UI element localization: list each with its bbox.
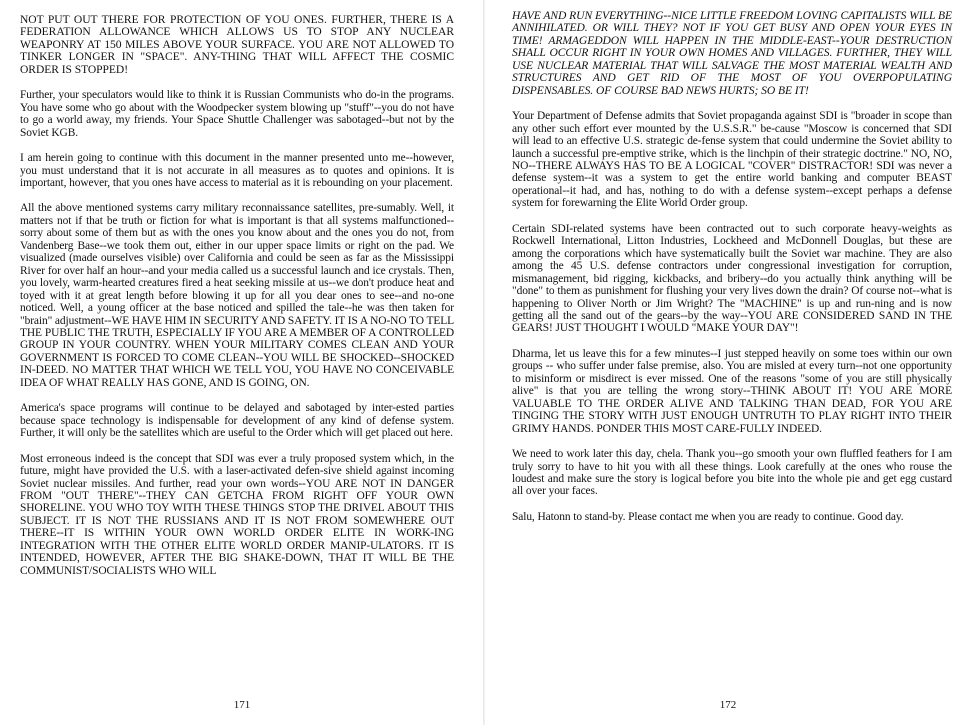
left-paragraph-1: NOT PUT OUT THERE FOR PROTECTION OF YOU ONES. FURTHER, THERE IS A FEDERATION ALLOWANCE WHICH ALLOWS US TO STOP ANY NUCLEAR WEAPONRY AT 150 MILES ABOVE YOUR SURFACE. YOU ARE NOT ALLOWED TO TINKER LONGER IN "SPACE". ANY-THING THAT WILL AFFECT THE COSMIC ORDER IS STOPPED! [20,14,454,76]
left-paragraph-2: Further, your speculators would like to think it is Russian Communists who do-in the programs. You have some who go about with the Woodpecker system blowing up "stuff"--you do not have to go a world away, my friends. Your Space Shuttle Challenger was sabotaged--but not by the Soviet KGB. [20,89,454,139]
right-paragraph-4: Dharma, let us leave this for a few minutes--I just stepped heavily on some toes within our own groups -- who suffer under false premise, also. You are misled at every turn--not one opportunity to misinform or misdirect is ever missed. One of the reasons "some of you are still physically alive" is that you are telling the wrong story--THINK ABOUT IT! YOU ARE MORE VALUABLE TO THE ORDER ALIVE AND TALKING THAN DEAD, FOR YOU ARE TINGING THE STORY WITH JUST ENOUGH UNTRUTH TO PLAY RIGHT INTO THEIR GRIMY HANDS. PONDER THIS MOST CARE-FULLY INDEED. [512,347,952,435]
right-paragraph-3: Certain SDI-related systems have been contracted out to such corporate heavy-weights as Rockwell International, Litton Industries, Lockheed and McDonnell Douglas, but these are among the corporations which have systematically built the Soviet war machine. They are also among the 45 U.S. defense contractors under congressional investigation for corruption, mismanagement, bid rigging, kickbacks, and bribery--do you actually think anything will be "done" to them as punishment for flushing your very lives down the drain? Of course not--what is happening to Oliver North or Jim Wright? The "MACHINE" is up and run-ning and is now getting all the sand out of the gears--by the way--YOU ARE CONSIDERED SAND IN THE GEARS! JUST THOUGHT I WOULD "MAKE YOUR DAY"! [512,222,952,335]
right-paragraph-2: Your Department of Defense admits that Soviet propaganda against SDI is "broader in scope than any other such effort ever mounted by the U.S.S.R." be-cause "Moscow is concerned that SDI will lead to an effective U.S. strategic de-fense system that could undermine the Soviet ability to launch a successful pre-emptive strike, which is the linchpin of their strategic doctrine." NO, NO, NO--THERE ALWAYS HAS TO BE A LOGICAL "COVER" DISTRACTOR! SDI was never a defense system--it was a system to get the entire world banking and computer BEAST operational--it had, and has, nothing to do with a defense system--except perhaps a defense system for forewarning the Elite World Order group. [512,110,952,210]
right-paragraph-6: Salu, Hatonn to stand-by. Please contact me when you are ready to continue. Good day. [512,510,904,523]
right-page [486,0,970,725]
left-paragraph-3: I am herein going to continue with this document in the manner presented unto me--however, you must understand that it is not accurate in all measures as to quotes and opinions. It is important, however, that you ones have access to material as it is rebounding on your placement. [20,152,454,189]
left-paragraph-4: All the above mentioned systems carry military reconnaissance satellites, pre-sumably. Well, it matters not if that be truth or fiction for what is important is that all systems malfunctioned--sorry about some of them but as with the ones you know about and the ones you do not, from Vandenberg Base--we took them out, either in our upper space limits or right on the pad. We visualized (made ourselves visible) over California and could be seen as far as the Mississippi River for over half an hour--and your media called us a successful launch and ice crystals. Then, you lovely, warm-hearted creatures fired a heat seeking missile at us--we don't produce heat and toyed with it at great length before blowing it up for all you dear ones to see--and no-one noticed. Well, a young officer at the base noticed and spilled the tale--he was then taken for "brain" adjustment--WE HAVE HIM IN SECURITY AND SAFETY. IT IS A NO-NO TO TELL THE PUBLIC THE TRUTH, ESPECIALLY IF YOU ARE A MEMBER OF A CONTROLLED GROUP IN YOUR COUNTRY. WHEN YOUR MILITARY COMES CLEAN AND YOUR GOVERNMENT IS FORCED TO COME CLEAN--YOU WILL BE SHOCKED--SHOCKED IN-DEED. NO MATTER THAT WHICH WE TELL YOU, YOU HAVE NO CONCEIVABLE IDEA OF WHAT REALLY HAS GONE, AND IS GOING, ON. [20,202,454,389]
left-paragraph-6: Most erroneous indeed is the concept that SDI was ever a truly proposed system which, in the future, might have provided the U.S. with a laser-activated defen-sive shield against incoming Soviet nuclear missiles. And further, read your own words--YOU ARE NOT IN DANGER FROM "OUT THERE"--THEY CAN GETCHA FROM RIGHT OFF YOUR OWN SHORELINE. YOU WHO TOY WITH THESE THINGS STOP THE DRIVEL ABOUT THIS SUBJECT. IT IS NOT THE RUSSIANS AND IT IS NOT FROM SOMEWHERE OUT THERE--IT IS WITHIN YOUR OWN WORLD ORDER ELITE IN WORK-ING INTEGRATION WITH THE OTHER ELITE WORLD ORDER MANIP-ULATORS. IT IS INTENDED, HOWEVER, AFTER THE BIG SHAKE-DOWN, THAT IT WILL BE THE COMMUNIST/SOCIALISTS WHO WILL [20,452,454,577]
left-paragraph-5: America's space programs will continue to be delayed and sabotaged by inter-ested parties because space technology is indispensable for development of any kind of defense system. Further, it will only be the satellites which are useful to the Order which will get placed out here. [20,402,454,440]
book-gutter [483,0,485,725]
left-page [0,0,484,725]
page-number-left: 171 [233,699,251,711]
right-paragraph-5: We need to work later this day, chela. Thank you--go smooth your own fluffled feathers for I am truly sorry to have to hit you with all these things. Look carefully at the ones who rouse the loudest and make sure the story is logical before you bite into the whole pie and get egg custard all over your faces. [512,448,952,498]
page-number-right: 172 [719,699,737,711]
right-paragraph-1: HAVE AND RUN EVERYTHING--NICE LITTLE FREEDOM LOVING CAPITALISTS WILL BE ANNIHILATED. OR WILL THEY? NOT IF YOU GET BUSY AND OPEN YOUR EYES IN TIME! ARMAGEDDON WILL HAPPEN IN THE MIDDLE-EAST--YOUR DESTRUCTION SHALL OCCUR RIGHT IN YOUR OWN HOMES AND VILLAGES. FURTHER, THEY WILL USE NUCLEAR MATERIAL THAT WILL SALVAGE THE MOST MATERIAL WEALTH AND STRUCTURES AND GET RID OF THE MOST OF YOU OVERPOPULATING DISPENSABLES. OF COURSE BAD NEWS HURTS; SO BE IT! [512,10,952,97]
